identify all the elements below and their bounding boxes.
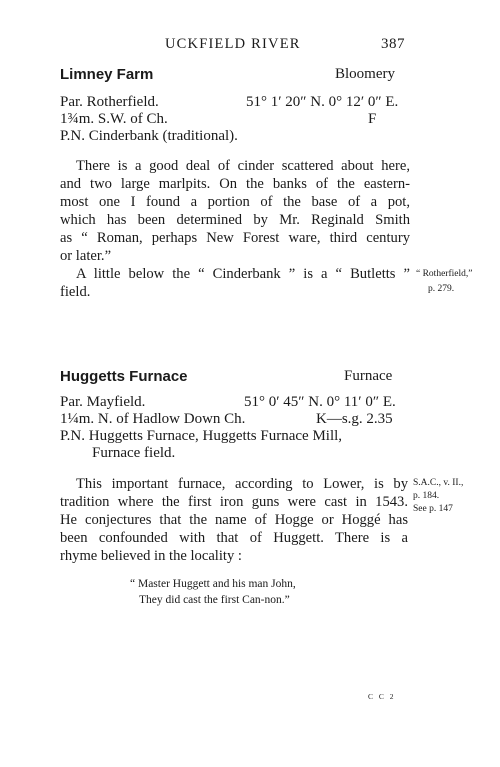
coords-limney: 51° 1′ 20″ N. 0° 12′ 0″ E. — [246, 94, 399, 110]
place-name-limney: P.N. Cinderbank (traditional). — [60, 128, 238, 144]
quote-line: They did cast the first Can-non.” — [139, 594, 290, 606]
body-line: He conjectures that the name of Hogge or Hoggé has — [60, 512, 408, 528]
entry-type-limney-farm: Bloomery — [335, 66, 395, 82]
body-line: which has been determined by Mr. Reginald Smith — [60, 212, 410, 228]
margin-note: p. 279. — [428, 284, 455, 294]
parish-limney: Par. Rotherfield. — [60, 94, 159, 110]
place-name-huggetts-2: Furnace field. — [92, 445, 176, 461]
margin-note: See p. 147 — [413, 504, 453, 514]
margin-note: “ Rotherfield,” — [416, 269, 473, 279]
running-header: UCKFIELD RIVER — [165, 36, 301, 52]
body-line: or later.” — [60, 248, 112, 264]
body-line: as “ Roman, perhaps New Forest ware, third century — [60, 230, 410, 246]
body-line: There is a good deal of cinder scattered about here, — [76, 158, 410, 174]
quote-line: “ Master Huggett and his man John, — [130, 578, 296, 590]
body-line: most one I found a portion of the base of a pot, — [60, 194, 410, 210]
coords-huggetts: 51° 0′ 45″ N. 0° 11′ 0″ E. — [244, 394, 396, 410]
body-line: rhyme believed in the locality : — [60, 548, 242, 564]
distance-huggetts: 1¼m. N. of Hadlow Down Ch. — [60, 411, 246, 427]
place-name-huggetts-1: P.N. Huggetts Furnace, Huggetts Furnace Mill, — [60, 428, 343, 444]
parish-huggetts: Par. Mayfield. — [60, 394, 146, 410]
body-line: This important furnace, according to Lower, is by — [76, 476, 408, 492]
entry-title-huggetts-furnace: Huggetts Furnace — [60, 368, 188, 385]
body-line: been confounded with that of Huggett. There is a — [60, 530, 408, 546]
signature-mark: C C 2 — [368, 692, 396, 701]
margin-note: p. 184. — [413, 491, 440, 501]
margin-note: S.A.C., v. II., — [413, 478, 464, 488]
map-ref-huggetts: K—s.g. 2.35 — [316, 411, 393, 427]
body-line: tradition where the first iron guns were cast in 1543. — [60, 494, 408, 510]
entry-title-limney-farm: Limney Farm — [60, 66, 154, 83]
entry-type-huggetts-furnace: Furnace — [344, 368, 393, 384]
body-line: A little below the “ Cinderbank ” is a “ Butletts ” — [76, 266, 410, 282]
map-ref-limney: F — [368, 111, 377, 127]
distance-limney: 1¾m. S.W. of Ch. — [60, 111, 168, 127]
page-number: 387 — [381, 36, 405, 52]
body-line: and two large marlpits. On the banks of the eastern- — [60, 176, 410, 192]
body-line: field. — [60, 284, 91, 300]
